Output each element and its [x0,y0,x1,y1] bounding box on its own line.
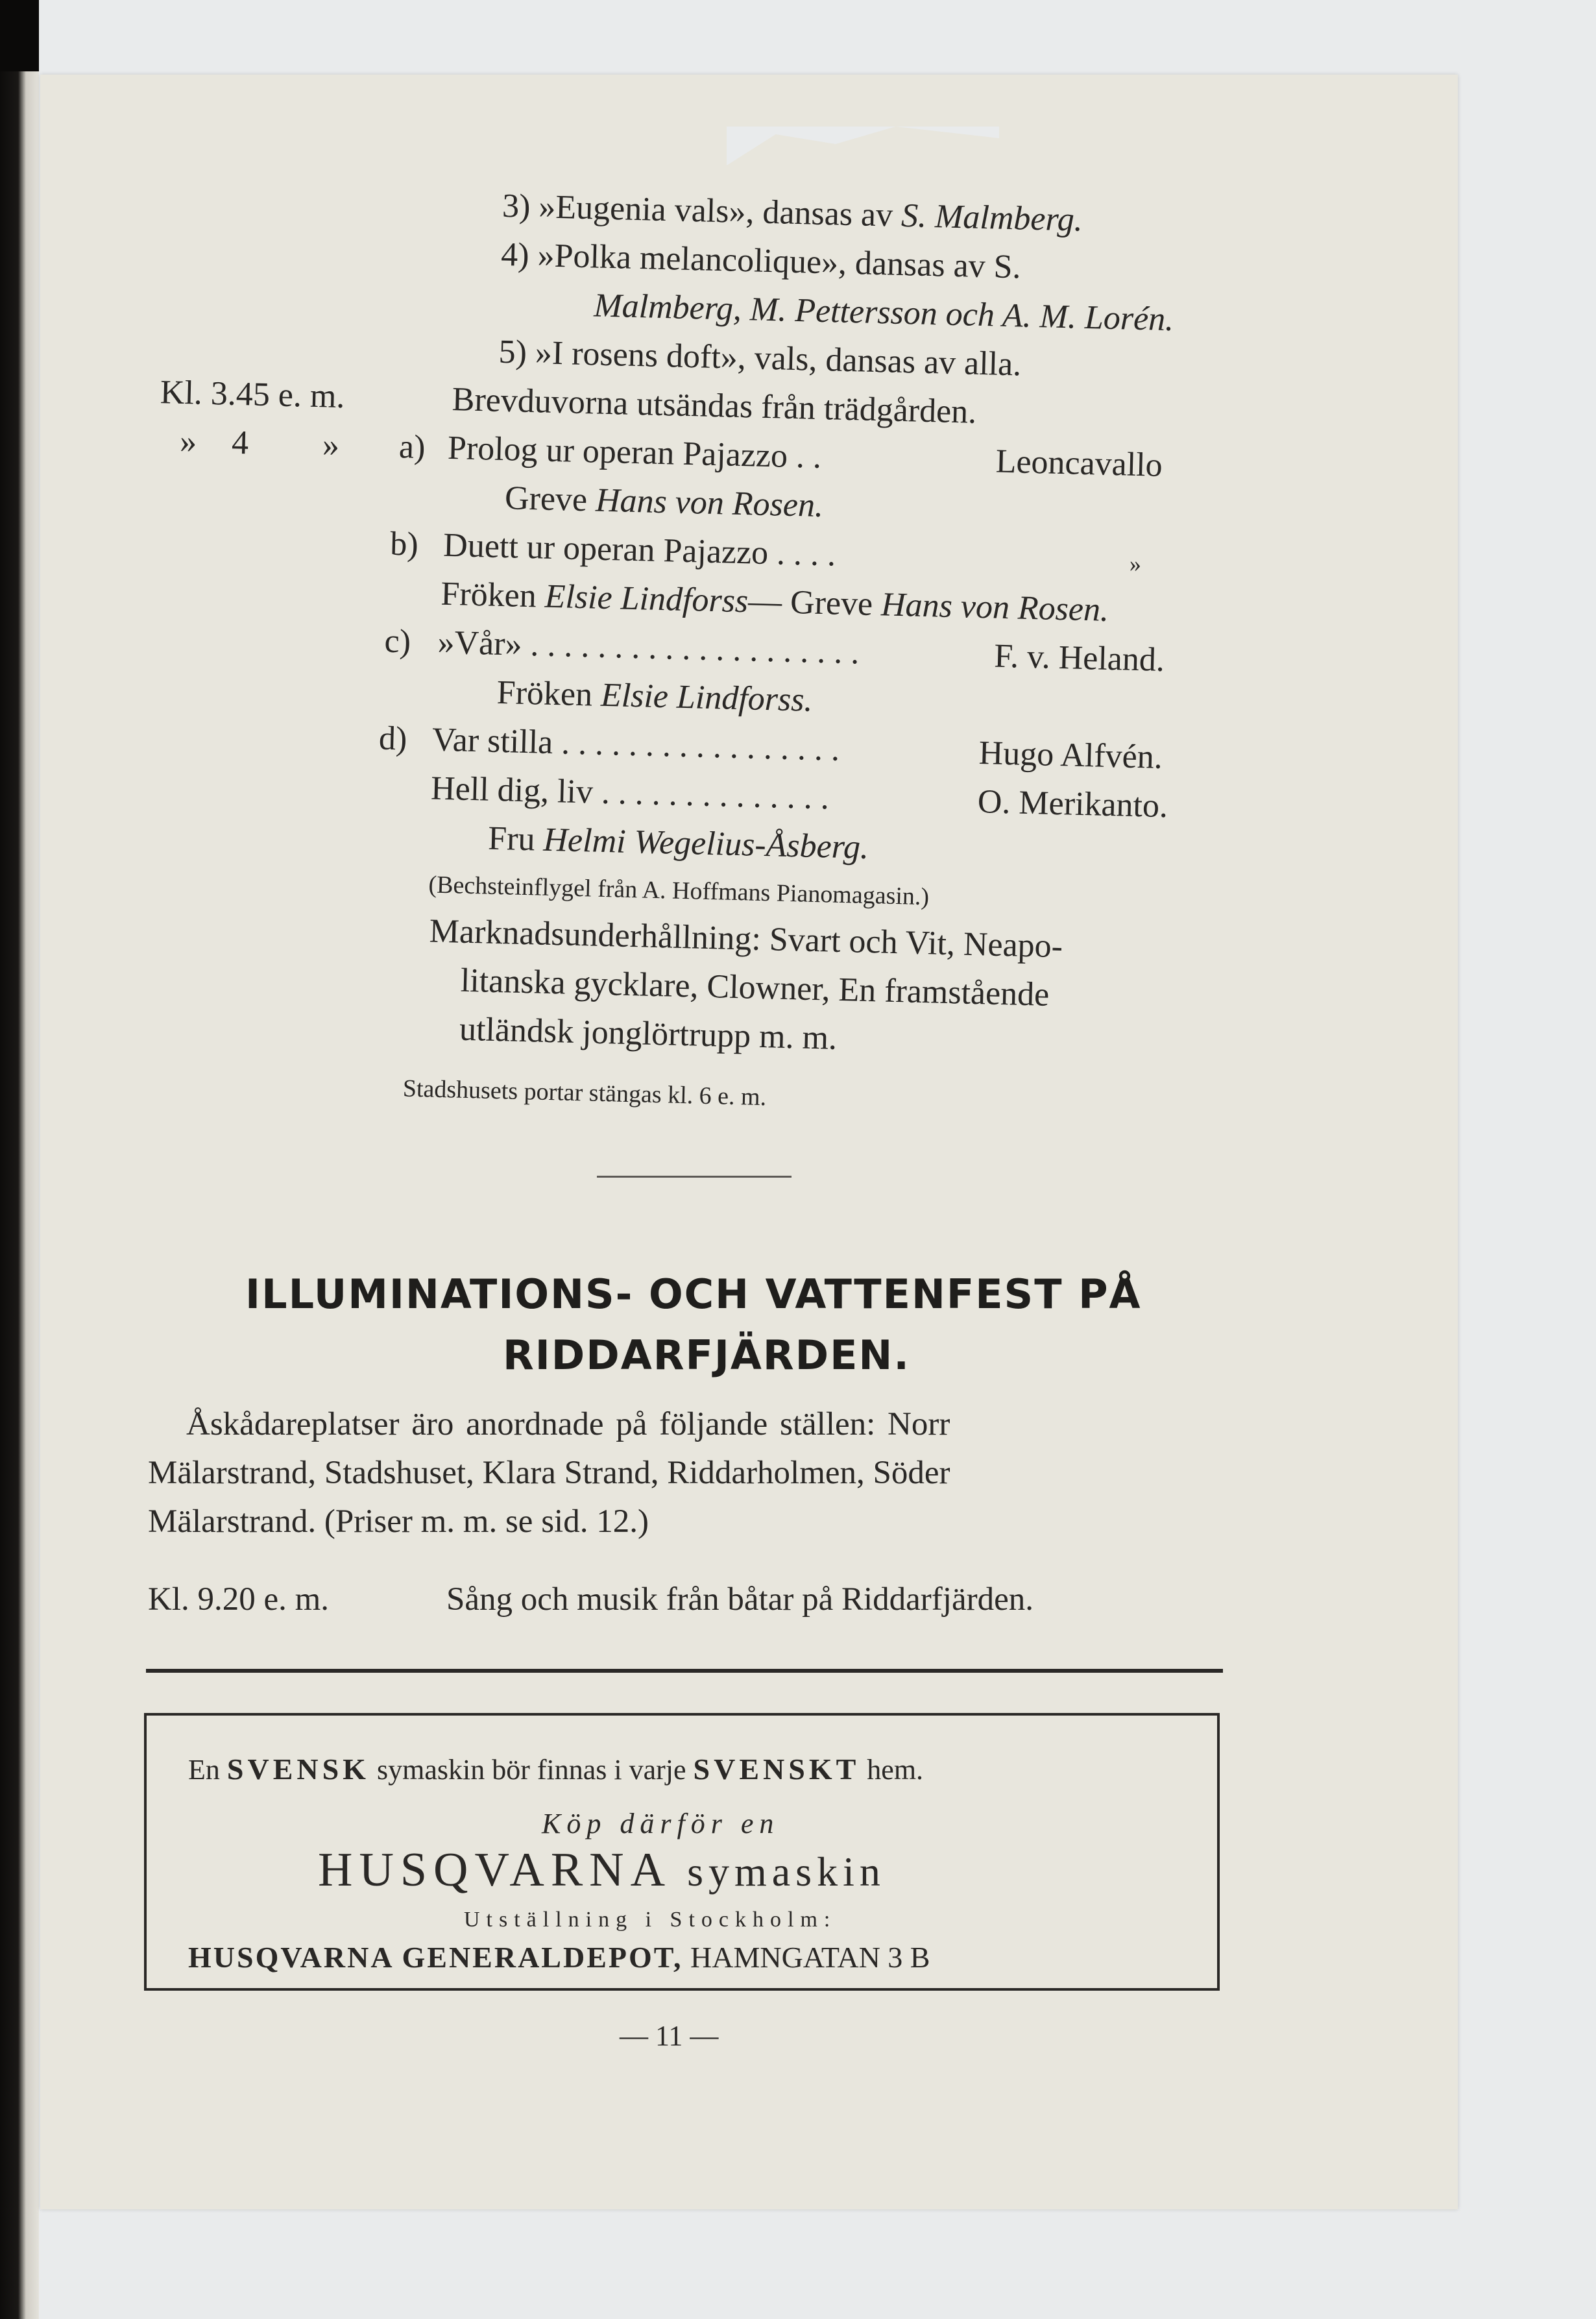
section-heading-line-2: RIDDARFJÄRDEN. [503,1331,910,1379]
perf-a-performer [504,481,823,523]
perf-label: c) [383,622,411,661]
viewing-line-2: Mälarstrand, Stadshuset, Klara Strand, Riddarholmen, Söder [148,1455,950,1491]
item-number: 4) [500,236,530,274]
item-number: 3) [502,187,531,225]
ad-address: HAMNGATAN 3 B [690,1941,930,1974]
time-345 [160,376,976,430]
performer-mid: — Greve [747,583,873,623]
item-performer: S. Malmberg. [901,197,1083,239]
item-title: »Eugenia vals», dansas av [538,188,902,234]
perf-d-performer [488,822,869,865]
time-label: Kl. 3.45 e. m. [160,374,346,416]
perf-a-composer: Leoncavallo [995,443,1163,484]
ad-divider [146,1669,1223,1673]
market-line-3: utländsk jonglörtrupp m. m. [459,1010,838,1057]
ad-emphasis: SVENSK [226,1753,370,1786]
time-label: Kl. 9.20 e. m. [148,1581,330,1618]
perf-b [389,525,836,574]
perf-title: Prolog ur operan Pajazzo . . [447,429,822,476]
item-5 [498,335,1022,382]
time-4 [179,422,340,464]
perf-c [383,622,860,672]
market-line-1: Marknadsunderhållning: Svart och Vit, Neapo- [429,912,1063,965]
performer-prefix: Fröken [496,674,593,714]
ad-line-4: Utställning i Stockholm: [464,1908,837,1932]
piano-note: (Bechsteinflygel från A. Hoffmans Pianomagasin.) [428,871,930,911]
performer-prefix: Greve [504,480,588,519]
perf-label: d) [378,720,408,758]
perf-title: »Vår» . . . . . . . . . . . . . . . . . . . . [437,624,860,672]
perf-a [398,430,821,474]
performer-prefix: Fru [487,820,536,858]
performer-name: Elsie Lindforss [544,577,749,620]
performer-name-2: Hans von Rosen. [880,586,1109,629]
ad-brand: HUSQVARNA [318,1843,672,1897]
viewing-line-3: Mälarstrand. (Priser m. m. se sid. 12.) [148,1503,649,1540]
ad-address-name: HUSQVARNA GENERALDEPOT, [188,1941,683,1974]
perf-d [378,722,840,766]
viewing-line-1: Åskådareplatser äro anordnade på följande ställen: Norr [186,1406,950,1442]
ad-line-2: Köp därför en [542,1808,780,1839]
item-4-performers: Malmberg, M. Pettersson och A. M. Lorén. [593,287,1174,339]
item-4 [501,238,1022,285]
ad-emphasis: SVENSKT [693,1753,860,1786]
perf-c-performer [496,676,813,718]
ad-text: symaskin bör finnas i varje [376,1754,686,1786]
performer-prefix: Fröken [440,575,537,615]
ad-product: symaskin [687,1849,886,1895]
performer-name: Helmi Wegelius-Åsberg. [542,821,869,866]
ad-line-5 [188,1940,930,1974]
perf-title: Var stilla . . . . . . . . . . . . . . . . . [431,721,840,768]
ditto-mark: » [322,426,340,464]
perf-c-composer: F. v. Heland. [993,637,1165,679]
perf-b-performer [441,577,1109,627]
perf-label: a) [398,428,426,467]
item-title: »Polka melancolique», dansas av S. [537,237,1022,286]
market-line-2: litanska gycklare, Clowner, En framstående [460,962,1050,1014]
perf-d-composer-2: O. Merikanto. [977,783,1168,825]
perf-d-2: Hell dig, liv . . . . . . . . . . . . . . [430,770,830,817]
music-line [148,1583,1034,1616]
item-3 [502,189,1083,237]
time-text: Brevduvorna utsändas från trädgården. [452,381,977,431]
page-number: — 11 — [620,2020,719,2052]
perf-title: Duett ur operan Pajazzo . . . . [442,526,836,574]
perf-label: b) [389,525,419,563]
time-value: 4 [231,424,249,462]
performer-name: Elsie Lindforss. [600,676,814,719]
ditto-mark: » [179,422,197,461]
perf-b-composer: » [1129,550,1142,577]
ad-text: En [188,1754,220,1786]
time-text: Sång och musik från båtar på Riddarfjärden. [446,1581,1034,1618]
ad-text: hem. [867,1754,924,1786]
section-heading-line-1: ILLUMINATIONS- OCH VATTENFEST PÅ [245,1270,1142,1318]
ad-line-1 [188,1752,923,1786]
perf-d-composer: Hugo Alfvén. [978,735,1163,776]
closing-note: Stadshusets portar stängas kl. 6 e. m. [402,1075,767,1111]
performer-name: Hans von Rosen. [595,481,824,525]
ad-line-3 [318,1843,886,1898]
item-title: »I rosens doft», vals, dansas av alla. [535,334,1022,383]
section-divider [597,1176,792,1178]
item-number: 5) [498,333,527,371]
